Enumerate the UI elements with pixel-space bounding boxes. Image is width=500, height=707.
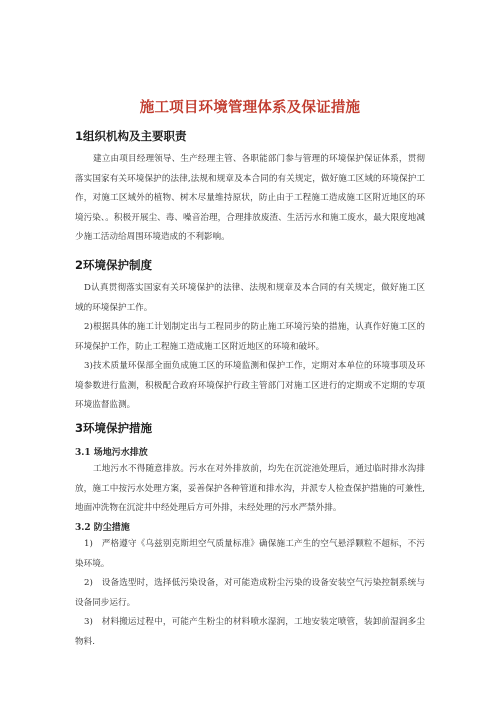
- section-2-paragraph-1: D认真贯彻落实国家有关环境保护的法律、法规和规章及本合同的有关规定，做好施工区域的环境保护工作。: [75, 283, 425, 313]
- subsection-3-2-paragraph-3: 3) 材料搬运过程中，可能产生粉尘的材料喷水湿润，工地安装定喷管，装卸前湿润多尘物料.: [75, 617, 425, 647]
- section-2-paragraph-3: 3)技术质量环保部全面负成施工区的环境监测和保护工作，定期对本单位的环境事项及环境参数进行监测，积极配合政府环境保护行政主管部门对施工区进行的定期或不定期的专项环境监督监测。: [75, 361, 425, 410]
- document-title: 施工项目环境管理体系及保证措施: [139, 100, 361, 116]
- subsection-3-2-paragraph-1: 1) 严格遵守《乌兹别克斯坦空气质量标准》确保施工产生的空气悬浮颗粒不超标，不污染环境。: [75, 539, 425, 569]
- section-2-paragraph-2: 2)根据具体的施工计划制定出与工程同步的防止施工环境污染的措施，认真作好施工区的环境保护工作，防止工程施工造成施工区附近地区的环境和破坏。: [75, 322, 425, 352]
- section-1-paragraph: 建立由项目经理领导、生产经理主管、各职能部门参与管理的环境保护保证体系，贯彻落实国家有关环境保护的法律,法规和规章及本合同的有关规定，做好施工区域的环境保护工作，对施工区域外的植物、树木尽量维持原状，防止由于工程施工造成施工区附近地区的环境污染、。积极开展尘、毒、噪音治理，合理排放废渣、生活污水和施工废水，最大限度地减少施工活动给周围环境造成的不利影响。: [75, 154, 425, 242]
- subsection-heading-3-2: 3.2 防尘措施: [75, 523, 130, 533]
- section-heading-2: 2环境保护制度: [75, 258, 153, 272]
- subsection-heading-3-1: 3.1 场地污水排放: [75, 448, 148, 458]
- subsection-3-1-paragraph: 工地污水不得随意排放。污水在对外排放前，均先在沉淀池处理后，通过临时排水沟排放，施工中按污水处理方案，妥善保护各种管道和排水沟，并派专人检查保护措施的可兼性,地面冲洗物在沉淀井中经处理后方可外排，未经处理的污水严禁外排。: [75, 464, 425, 513]
- subsection-3-2-paragraph-2: 2) 设备选型时，选择低污染设备，对可能造成粉尘污染的设备安装空气污染控制系统与设备同步运行。: [75, 578, 425, 608]
- section-heading-1: 1组织机构及主要职责: [75, 129, 187, 143]
- section-heading-3: 3环境保护措施: [75, 421, 153, 435]
